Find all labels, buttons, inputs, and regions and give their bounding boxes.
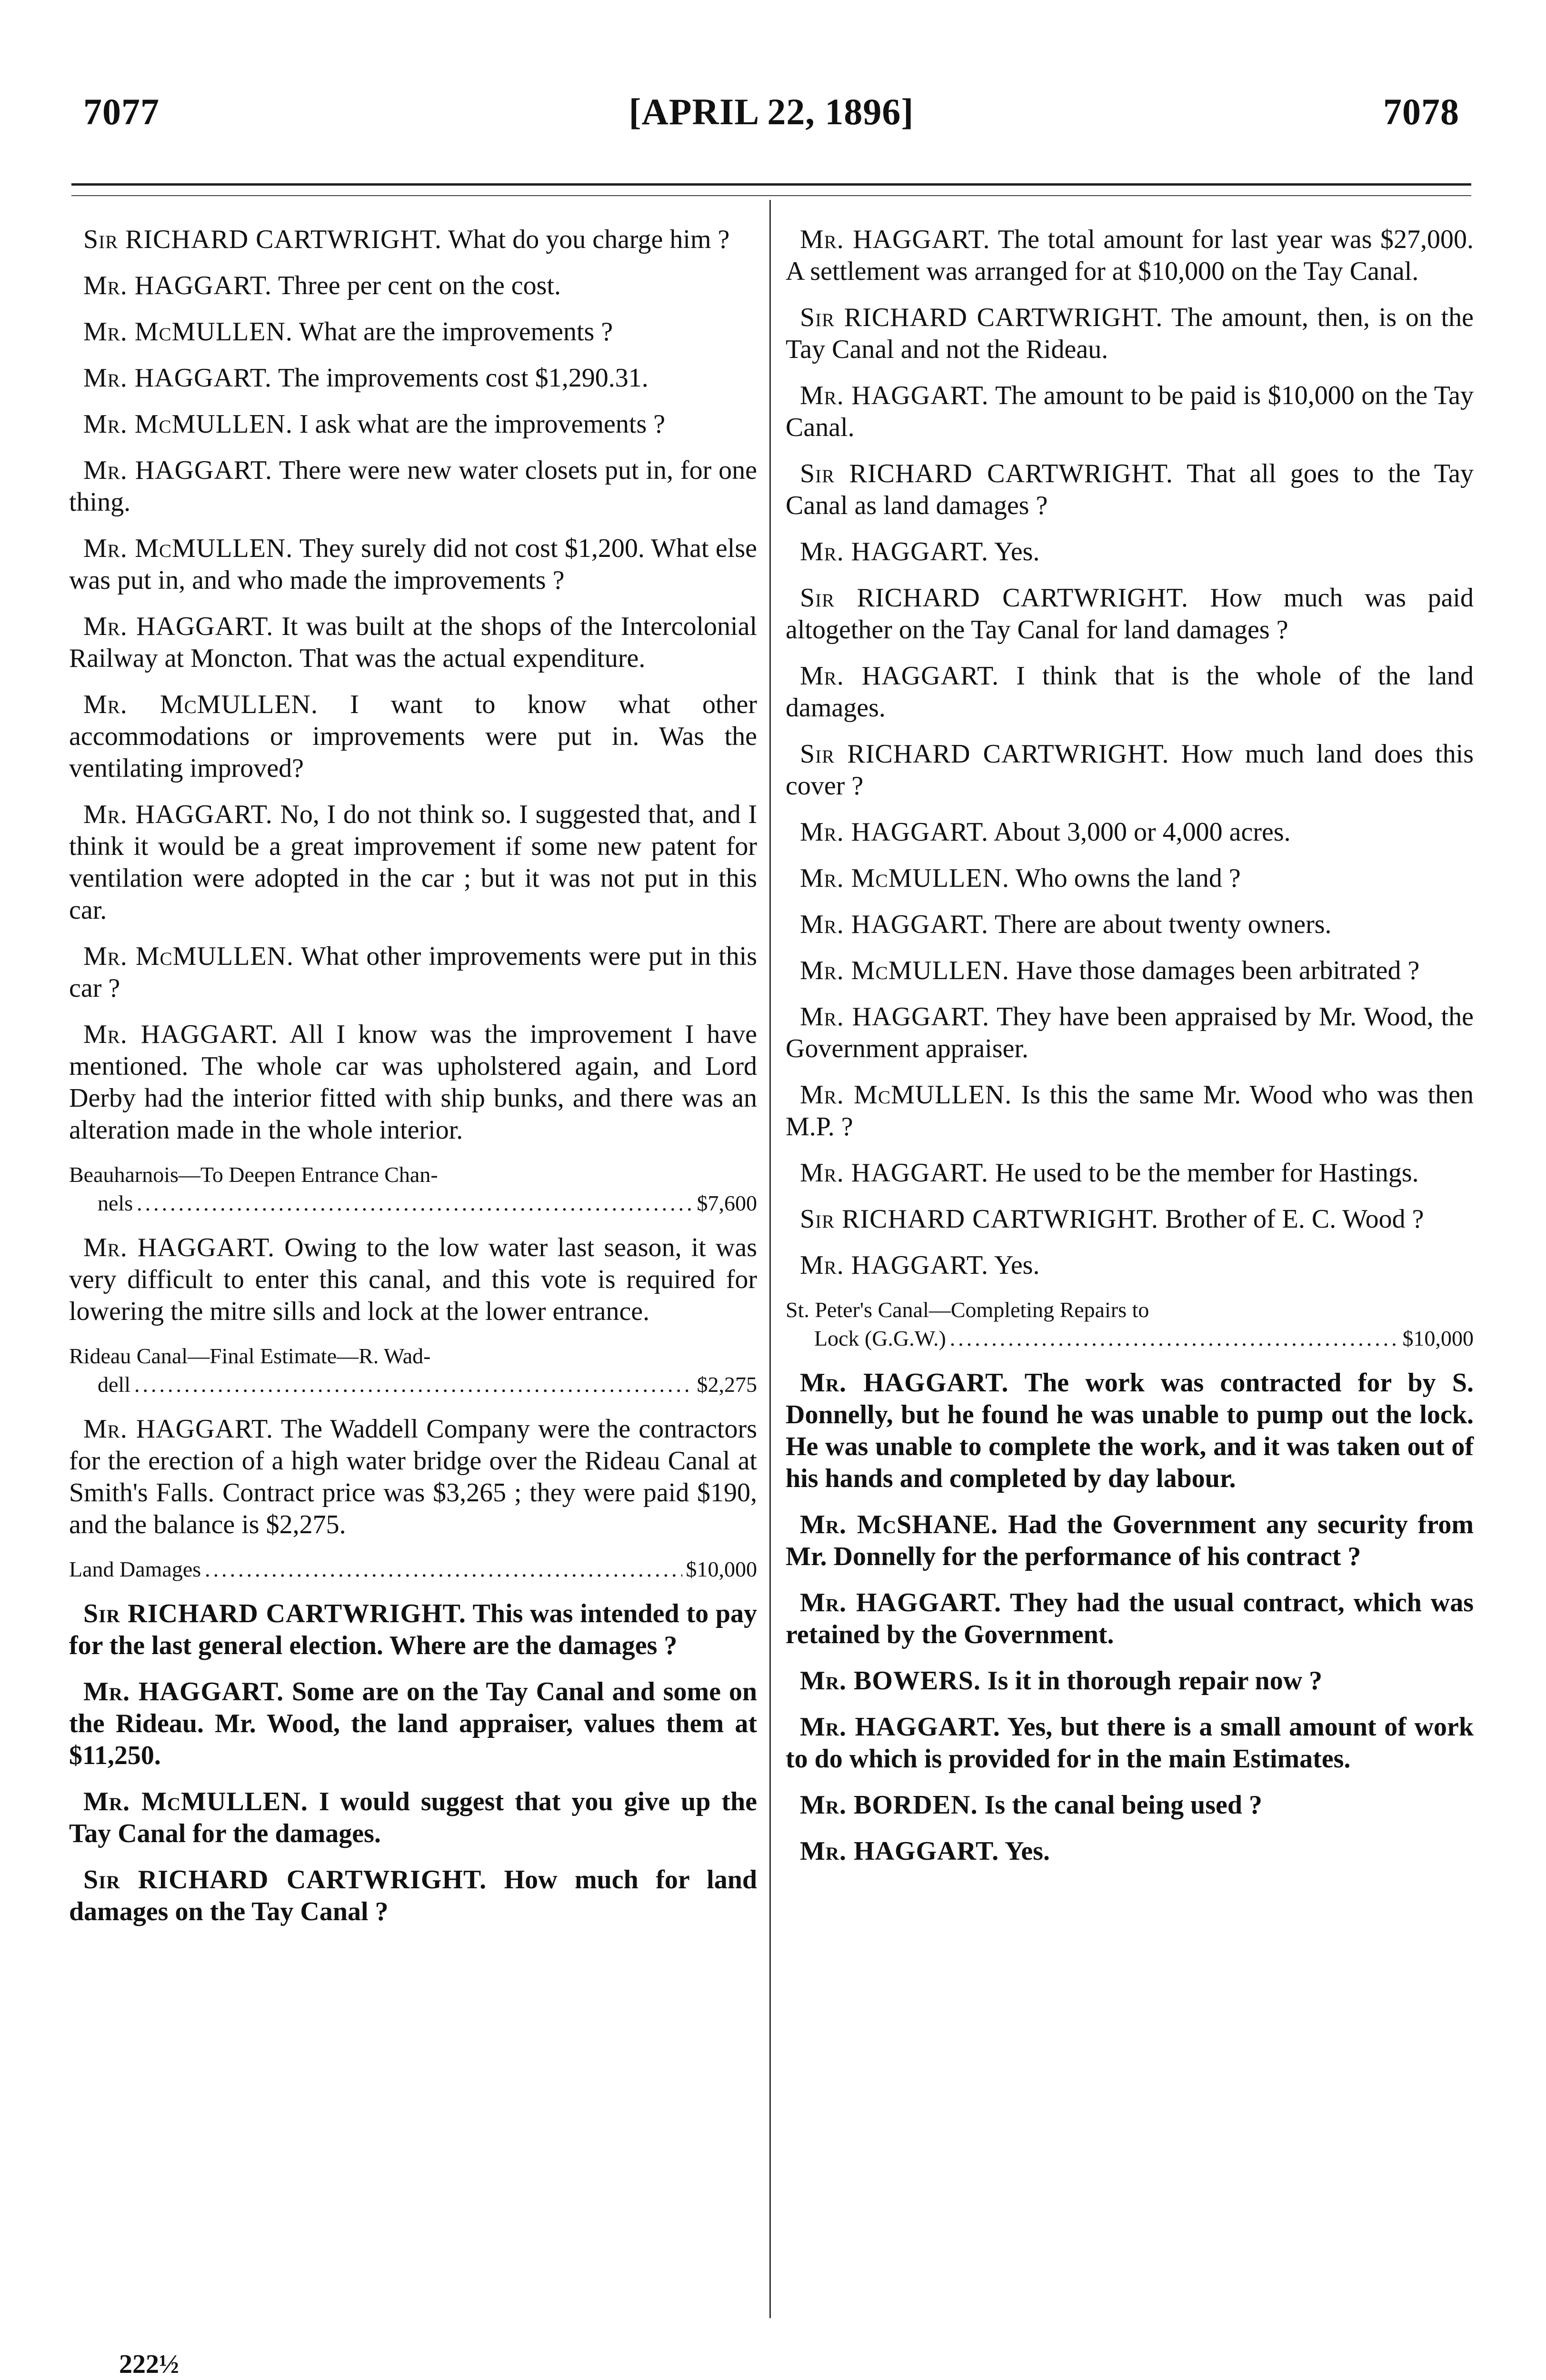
speaker-name: Mr. HAGGART. (83, 800, 273, 829)
speech-text: They have been appraised by Mr. Wood, the Government appraiser. (786, 1002, 1474, 1063)
header-rule (71, 183, 1471, 186)
left-column-speeches-4 (69, 1598, 757, 1928)
speech-text: Is this the same Mr. Wood who was then M.P. ? (786, 1080, 1474, 1141)
right-column-speeches-1 (786, 224, 1474, 1281)
speaker-name: Mr. HAGGART. (800, 537, 989, 566)
leader-dots (134, 1370, 693, 1399)
leader-dots (137, 1189, 693, 1218)
speech-paragraph (786, 660, 1474, 724)
speaker-name: Mr. HAGGART. (800, 910, 989, 939)
speaker-name: Sir RICHARD CARTWRIGHT. (800, 583, 1189, 613)
speech-paragraph (786, 1079, 1474, 1143)
speech-text: Is the canal being used ? (977, 1790, 1263, 1820)
speech-text: I think that is the whole of the land damages. (786, 661, 1474, 723)
speech-paragraph (69, 455, 757, 518)
right-column (786, 224, 1474, 1882)
speech-text: There are about twenty owners. (988, 910, 1332, 939)
speech-text: How much land does this cover ? (786, 739, 1474, 801)
speech-paragraph (786, 1509, 1474, 1573)
speaker-name: Mr. HAGGART. (83, 612, 274, 641)
speech-text: I would suggest that you give up the Tay Canal for the damages. (69, 1787, 757, 1848)
speech-text: What do you charge him ? (441, 225, 730, 254)
page-number-left: 7077 (83, 91, 160, 132)
estimate-item-amount: $10,000 (1402, 1326, 1474, 1350)
left-column (69, 224, 757, 1942)
page-number-right: 7078 (1383, 91, 1459, 132)
speaker-name: Mr. HAGGART. (800, 1250, 989, 1280)
speech-paragraph (786, 536, 1474, 568)
speaker-name: Mr. HAGGART. (800, 661, 999, 691)
speech-paragraph (69, 1676, 757, 1772)
speaker-name: Sir RICHARD CARTWRIGHT. (83, 225, 442, 254)
speech-text: The total amount for last year was $27,000. A settlement was arranged for at $10,000 on the Tay Canal. (786, 225, 1474, 286)
speech-paragraph (786, 458, 1474, 522)
estimate-item-title: St. Peter's Canal—Completing Repairs to (786, 1298, 1149, 1322)
header-rule-thin (71, 195, 1471, 196)
speech-text: Is it in thorough repair now ? (980, 1666, 1323, 1696)
speech-text: The work was contracted for by S. Donnelly, but he found he was unable to pump out the lock. He was unable to complete the work, and it was taken out of his hands and completed by day labour. (786, 1368, 1474, 1493)
estimate-item-rideau (69, 1342, 757, 1399)
speech-text: They had the usual contract, which was retained by the Government. (786, 1588, 1474, 1649)
speaker-name: Mr. HAGGART. (800, 1588, 1002, 1617)
estimate-item-title-cont: Lock (G.G.W.) (814, 1326, 946, 1350)
speaker-name: Mr. McMULLEN. (83, 534, 293, 563)
estimate-item-amount: $2,275 (697, 1372, 757, 1397)
speech-text: He used to be the member for Hastings. (988, 1158, 1419, 1188)
speech-paragraph (786, 1711, 1474, 1775)
speech-paragraph (786, 224, 1474, 288)
speaker-name: Mr. HAGGART. (83, 1677, 284, 1706)
speaker-name: Mr. HAGGART. (800, 817, 989, 847)
left-column-speeches-1 (69, 224, 757, 1146)
leader-dots (950, 1324, 1399, 1353)
speaker-name: Sir RICHARD CARTWRIGHT. (800, 739, 1169, 769)
estimate-item-title-cont: nels (98, 1191, 133, 1215)
speech-text: How much was paid altogether on the Tay Canal for land damages ? (786, 583, 1474, 645)
speech-paragraph (786, 1157, 1474, 1189)
speech-paragraph (786, 302, 1474, 366)
speech-paragraph (69, 1019, 757, 1146)
speaker-name: Sir RICHARD CARTWRIGHT. (83, 1599, 466, 1628)
speech-paragraph (786, 863, 1474, 894)
speaker-name: Mr. HAGGART. (800, 1836, 999, 1866)
speaker-name: Mr. McMULLEN. (800, 1080, 1012, 1110)
speaker-name: Mr. HAGGART. (83, 271, 272, 300)
speech-text: Had the Government any security from Mr. Donnelly for the performance of his contract ? (786, 1510, 1474, 1571)
speech-text: Have those damages been arbitrated ? (1009, 956, 1420, 985)
speech-paragraph (786, 1250, 1474, 1281)
speaker-name: Mr. McMULLEN. (83, 317, 293, 347)
speech-paragraph (69, 1598, 757, 1662)
speech-text: Three per cent on the cost. (272, 271, 561, 300)
speech-paragraph (69, 362, 757, 394)
speaker-name: Mr. McSHANE. (800, 1510, 998, 1539)
speech-paragraph (786, 816, 1474, 848)
speaker-name: Mr. McMULLEN. (83, 690, 319, 719)
speech-paragraph (69, 316, 757, 348)
speech-text: The improvements cost $1,290.31. (272, 363, 648, 393)
speech-text: About 3,000 or 4,000 acres. (988, 817, 1291, 847)
estimate-item-title: Land Damages (69, 1557, 201, 1581)
right-column-speeches-2 (786, 1367, 1474, 1867)
speaker-name: Mr. HAGGART. (83, 1233, 275, 1262)
speech-paragraph (69, 611, 757, 674)
speaker-name: Mr. HAGGART. (83, 456, 272, 485)
speaker-name: Mr. McMULLEN. (800, 956, 1009, 985)
speech-text: Yes, but there is a small amount of work to do which is provided for in the main Estimates. (786, 1712, 1474, 1774)
left-column-speeches-2 (69, 1232, 757, 1328)
speaker-name: Mr. BORDEN. (800, 1790, 978, 1820)
speech-text: Yes. (988, 537, 1040, 566)
speaker-name: Mr. HAGGART. (83, 363, 272, 393)
estimate-item-st-peters (786, 1296, 1474, 1353)
speaker-name: Mr. HAGGART. (800, 1712, 1000, 1742)
speech-paragraph (786, 738, 1474, 802)
speech-paragraph (69, 1864, 757, 1928)
speech-paragraph (786, 1665, 1474, 1697)
left-column-speeches-3 (69, 1413, 757, 1541)
speaker-name: Mr. HAGGART. (800, 225, 990, 254)
speech-paragraph (786, 909, 1474, 941)
speech-text: Some are on the Tay Canal and some on the Rideau. Mr. Wood, the land appraiser, values them at $11,250. (69, 1677, 758, 1770)
speech-text: Brother of E. C. Wood ? (1158, 1204, 1424, 1234)
date-heading: [APRIL 22, 1896] (628, 91, 914, 132)
speech-paragraph (69, 941, 757, 1004)
speaker-name: Sir RICHARD CARTWRIGHT. (800, 303, 1163, 332)
speaker-name: Mr. HAGGART. (800, 1368, 1009, 1398)
speech-text: They surely did not cost $1,200. What else was put in, and who made the improvements ? (69, 534, 757, 595)
speech-text: That all goes to the Tay Canal as land damages ? (786, 459, 1474, 520)
speech-paragraph (69, 270, 757, 302)
speech-paragraph (786, 380, 1474, 444)
estimate-item-amount: $7,600 (697, 1191, 757, 1215)
speech-paragraph (786, 1001, 1474, 1065)
speaker-name: Mr. McMULLEN. (83, 942, 294, 971)
speech-text: It was built at the shops of the Intercolonial Railway at Moncton. That was the actual expenditure. (69, 612, 758, 673)
speech-text: What are the improvements ? (292, 317, 613, 347)
speech-paragraph (786, 1367, 1474, 1495)
speech-paragraph (69, 799, 757, 926)
speech-text: Owing to the low water last season, it was very difficult to enter this canal, and this vote is required for lowering the mitre sills and lock at the lower entrance. (69, 1233, 758, 1326)
leader-dots (205, 1555, 682, 1584)
speech-paragraph (786, 1587, 1474, 1651)
estimate-item-beauharnois (69, 1160, 757, 1218)
speaker-name: Mr. HAGGART. (800, 1002, 990, 1031)
speech-paragraph (69, 533, 757, 596)
signature-mark: 222½ (119, 2350, 179, 2379)
speech-paragraph (786, 1835, 1474, 1867)
speaker-name: Mr. HAGGART. (83, 1414, 274, 1444)
estimate-item-title: Rideau Canal—Final Estimate—R. Wad- (69, 1344, 431, 1368)
speech-text: I want to know what other accommodations or improvements were put in. Was the ventilating improved? (69, 690, 757, 783)
speaker-name: Sir RICHARD CARTWRIGHT. (800, 459, 1173, 488)
estimate-item-title: Beauharnois—To Deepen Entrance Chan- (69, 1162, 438, 1187)
speech-text: There were new water closets put in, for one thing. (69, 456, 757, 517)
speaker-name: Sir RICHARD CARTWRIGHT. (800, 1204, 1158, 1234)
speech-paragraph (69, 1413, 757, 1541)
speech-paragraph (786, 1203, 1474, 1235)
speaker-name: Mr. HAGGART. (800, 381, 989, 410)
estimate-item-title-cont: dell (98, 1372, 130, 1397)
speech-text: Yes. (988, 1250, 1040, 1280)
speech-text: No, I do not think so. I suggested that, and I think it would be a great improvement if some new patent for ventilation were adopted in the car ; but it was not put in this car. (69, 800, 757, 925)
speech-paragraph (69, 1786, 757, 1850)
speech-text: Who owns the land ? (1009, 863, 1241, 893)
speech-paragraph (786, 582, 1474, 646)
estimate-item-land-damages (69, 1555, 757, 1584)
speaker-name: Mr. McMULLEN. (83, 409, 293, 439)
speech-text: The amount to be paid is $10,000 on the Tay Canal. (786, 381, 1474, 442)
speech-paragraph (786, 1789, 1474, 1821)
speech-paragraph (69, 689, 757, 784)
estimate-item-amount: $10,000 (686, 1557, 757, 1581)
column-divider (769, 200, 771, 2318)
speech-text: What other improvements were put in this car ? (69, 942, 757, 1003)
speech-text: Yes. (999, 1836, 1050, 1866)
speech-text: The amount, then, is on the Tay Canal and not the Rideau. (786, 303, 1474, 364)
speaker-name: Mr. BOWERS. (800, 1666, 981, 1696)
speech-text: How much for land damages on the Tay Canal ? (69, 1865, 757, 1926)
speech-paragraph (69, 408, 757, 440)
speaker-name: Mr. HAGGART. (800, 1158, 989, 1188)
speech-paragraph (69, 224, 757, 256)
speaker-name: Mr. McMULLEN. (83, 1787, 308, 1816)
speaker-name: Sir RICHARD CARTWRIGHT. (83, 1865, 487, 1894)
speech-text: I ask what are the improvements ? (292, 409, 666, 439)
page-header (69, 90, 1474, 157)
speech-text: The Waddell Company were the contractors for the erection of a high water bridge over the Rideau Canal at Smith's Falls. Contract price was $3,265 ; they were paid $190, and the balance is $2,275. (69, 1414, 757, 1539)
speaker-name: Mr. McMULLEN. (800, 863, 1009, 893)
speech-text: This was intended to pay for the last general election. Where are the damages ? (69, 1599, 757, 1660)
speech-paragraph (786, 955, 1474, 987)
speaker-name: Mr. HAGGART. (83, 1020, 279, 1049)
speech-paragraph (69, 1232, 757, 1328)
speech-text: All I know was the improvement I have mentioned. The whole car was upholstered again, and Lord Derby had the interior fitted with ship bunks, and there was an alteration made in the whole interior. (69, 1020, 757, 1145)
